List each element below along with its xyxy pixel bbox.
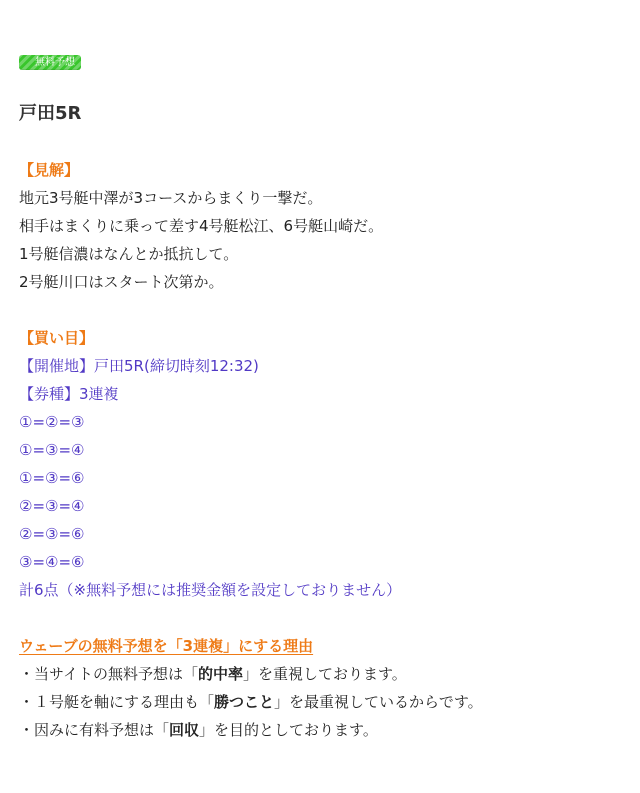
picks-heading: 【買い目】 [19,329,95,347]
picks-venue: 【開催地】戸田5R(締切時刻12:32) [19,357,259,375]
reason-text: ・当サイトの無料予想は「 [19,665,198,683]
opinion-line: 2号艇川口はスタート次第か。 [19,273,224,291]
reason-item [19,688,619,716]
reason-section [19,632,619,744]
pick-combination: ①=③=④ [19,441,85,459]
opinion-section [19,156,619,296]
pick-combination: ②=③=④ [19,497,85,515]
opinion-line: 地元3号艇中澤が3コースからまくり一撃だ。 [19,189,323,207]
opinion-heading: 【見解】 [19,161,80,179]
race-title: 戸田5R [19,103,82,124]
picks-section [19,324,619,604]
pick-combination: ①=②=③ [19,413,85,431]
picks-total: 計6点（※無料予想には推奨金額を設定しておりません） [19,581,402,599]
reason-emphasis: 回収 [169,721,200,739]
pick-combination: ②=③=⑥ [19,525,85,543]
reason-item [19,716,619,744]
opinion-line: 相手はまくりに乗って差す4号艇松江、6号艇山崎だ。 [19,217,384,235]
reason-text: 」を目的としております。 [199,721,378,739]
reason-text: ・因みに有料予想は「 [19,721,170,739]
opinion-line: 1号艇信濃はなんとか抵抗して。 [19,245,239,263]
pick-combination: ①=③=⑥ [19,469,85,487]
reason-emphasis: 的中率 [197,665,243,683]
reason-text: ・１号艇を軸にする理由も「 [19,693,215,711]
reason-item [19,660,619,688]
pick-combination: ③=④=⑥ [19,553,85,571]
reason-heading: ウェーブの無料予想を「3連複」にする理由 [19,637,314,655]
free-prediction-badge: 無料予想 [19,55,81,70]
reason-text: 」を重視しております。 [242,665,407,683]
reason-text: 」を最重視しているからです。 [274,693,483,711]
picks-ticket-type: 【券種】3連複 [19,385,119,403]
reason-emphasis: 勝つこと [214,693,275,711]
